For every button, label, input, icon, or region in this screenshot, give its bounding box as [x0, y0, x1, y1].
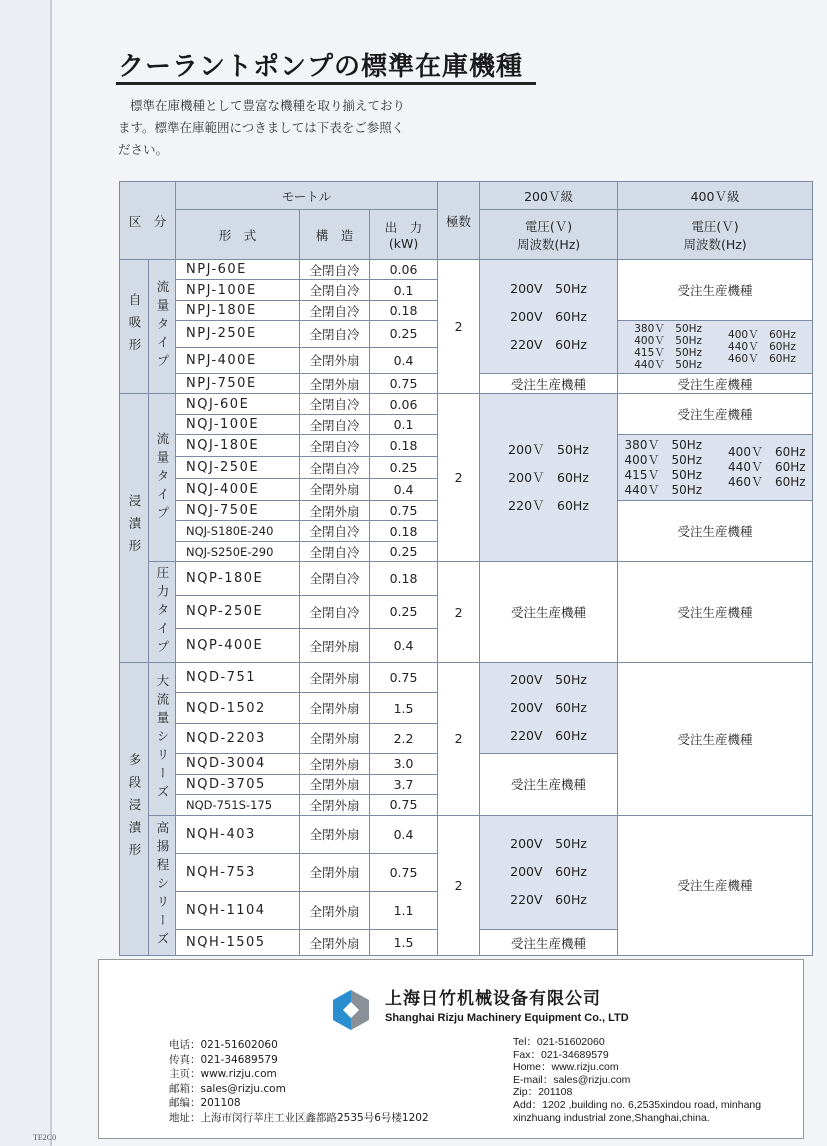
header-structure: 構 造	[300, 210, 370, 260]
page-code: TE2C0	[33, 1133, 57, 1142]
table-row	[120, 662, 813, 692]
voltage-line: 415Ｖ 50Hz	[624, 467, 703, 482]
structure-cell: 全閉外扇	[300, 795, 370, 815]
output-cell: 0.25	[370, 541, 438, 561]
v400-cell	[618, 435, 813, 501]
voltage-line: 440Ｖ 60Hz	[728, 341, 796, 354]
voltage-line: 460Ｖ 60Hz	[728, 474, 806, 489]
v200-cell	[480, 394, 618, 562]
voltage-line: 200V 50Hz	[510, 672, 587, 687]
binding-line	[50, 0, 52, 1146]
structure-cell: 全閉自冷	[300, 541, 370, 561]
table-row	[120, 260, 813, 280]
header-model: 形 式	[176, 210, 300, 260]
voltage-line: 415Ｖ 50Hz	[634, 347, 703, 360]
company-name-en: Shanghai Rizju Machinery Equipment Co., LTD	[385, 1012, 629, 1024]
voltage-line: 200Ｖ 60Hz	[508, 469, 589, 485]
model-cell: NQJ-400E	[176, 479, 300, 501]
v400-made-to-order: 受注生産機種	[618, 500, 813, 561]
output-cell: 0.1	[370, 280, 438, 300]
output-cell: 0.25	[370, 595, 438, 629]
structure-cell: 全閉外扇	[300, 479, 370, 501]
v200-cell	[480, 260, 618, 374]
header-output-label: 出 力	[384, 220, 423, 235]
v400-made-to-order: 受注生産機種	[618, 260, 813, 321]
model-cell: NQH-1505	[176, 930, 300, 956]
voltage-line: 440Ｖ 60Hz	[728, 459, 806, 474]
structure-cell: 全閉自冷	[300, 521, 370, 541]
cn-fax: 传真：021-34689579	[169, 1053, 278, 1066]
structure-cell: 全閉外扇	[300, 723, 370, 753]
structure-cell: 全閉外扇	[300, 754, 370, 774]
structure-cell: 全閉自冷	[300, 457, 370, 479]
voltage-line: 200V 50Hz	[510, 836, 587, 852]
category-immersion: 浸漬形	[120, 394, 149, 662]
output-cell: 3.0	[370, 754, 438, 774]
table-row	[120, 394, 813, 414]
intro-text	[118, 95, 448, 161]
contact-cn	[169, 1038, 429, 1125]
output-cell: 0.75	[370, 500, 438, 520]
header-400v: 400Ｖ級	[618, 182, 813, 210]
model-cell: NPJ-250E	[176, 321, 300, 347]
cn-tel: 电话：021-51602060	[169, 1039, 278, 1051]
structure-cell: 全閉自冷	[300, 394, 370, 414]
v400-made-to-order: 受注生産機種	[618, 562, 813, 663]
v200-made-to-order: 受注生産機種	[480, 562, 618, 663]
model-cell: NQH-753	[176, 853, 300, 891]
header-voltage-label: 電圧(Ｖ)	[691, 218, 739, 234]
company-logo-icon	[331, 988, 371, 1032]
v200-made-to-order: 受注生産機種	[480, 374, 618, 394]
voltage-line: 220Ｖ 60Hz	[508, 497, 589, 513]
structure-cell: 全閉外扇	[300, 629, 370, 663]
intro-line-3: ださい。	[118, 142, 169, 157]
output-cell: 0.4	[370, 629, 438, 663]
v200-made-to-order: 受注生産機種	[480, 754, 618, 815]
business-card	[98, 959, 804, 1139]
header-frequency-label: 周波数(Hz)	[516, 236, 581, 252]
voltage-line: 440Ｖ 50Hz	[634, 359, 703, 372]
structure-cell: 全閉自冷	[300, 260, 370, 280]
poles-cell: 2	[438, 662, 480, 815]
voltage-line: 400Ｖ 50Hz	[624, 452, 703, 467]
en-address-2: xinzhuang industrial zone,Shanghai,china.	[513, 1111, 710, 1124]
header-voltage-label: 電圧(Ｖ)	[524, 218, 573, 234]
header-motor: モートル	[176, 182, 438, 210]
output-cell: 1.5	[370, 693, 438, 723]
v400-made-to-order: 受注生産機種	[618, 394, 813, 435]
output-cell: 0.4	[370, 815, 438, 853]
intro-line-1: 標準在庫機種として豊富な機種を取り揃えており	[130, 98, 406, 113]
contact-en	[513, 1036, 761, 1124]
model-cell: NPJ-180E	[176, 300, 300, 320]
structure-cell: 全閉外扇	[300, 853, 370, 891]
cn-email: 邮箱：sales@rizju.com	[169, 1082, 286, 1095]
model-cell: NQJ-S180E-240	[176, 521, 300, 541]
header-frequency-label: 周波数(Hz)	[683, 236, 747, 252]
intro-line-2: ます。標準在庫範囲につきましては下表をご参照く	[118, 120, 405, 135]
v400-made-to-order: 受注生産機種	[618, 662, 813, 815]
output-cell: 0.18	[370, 435, 438, 457]
model-cell: NQP-400E	[176, 629, 300, 663]
cn-zip: 邮编：201108	[169, 1097, 241, 1109]
sub-large-flow-series: 大流量シリーズ	[149, 662, 176, 815]
structure-cell: 全閉外扇	[300, 891, 370, 929]
structure-cell: 全閉自冷	[300, 595, 370, 629]
voltage-line: 380Ｖ 50Hz	[634, 323, 703, 336]
poles-cell: 2	[438, 562, 480, 663]
model-cell: NQJ-100E	[176, 414, 300, 434]
structure-cell: 全閉外扇	[300, 374, 370, 394]
header-200v: 200Ｖ級	[480, 182, 618, 210]
v400-made-to-order: 受注生産機種	[618, 374, 813, 394]
cn-home: 主页：www.rizju.com	[169, 1068, 277, 1080]
header-200v-voltage	[480, 210, 618, 260]
voltage-line: 200V 50Hz	[510, 280, 587, 296]
output-cell: 1.5	[370, 930, 438, 956]
model-cell: NQD-3004	[176, 754, 300, 774]
sub-pressure-type: 圧力タイプ	[149, 562, 176, 663]
voltage-line: 400Ｖ 60Hz	[728, 329, 796, 342]
table-row	[120, 815, 813, 853]
output-cell: 2.2	[370, 723, 438, 753]
header-output	[370, 210, 438, 260]
binding-margin	[0, 0, 50, 1146]
voltage-line: 380Ｖ 50Hz	[624, 437, 703, 452]
voltage-line: 220V 60Hz	[510, 728, 587, 743]
en-tel: Tel：021-51602060	[513, 1036, 605, 1048]
structure-cell: 全閉自冷	[300, 435, 370, 457]
model-cell: NQD-2203	[176, 723, 300, 753]
structure-cell: 全閉自冷	[300, 280, 370, 300]
voltage-line: 220V 60Hz	[510, 892, 587, 908]
structure-cell: 全閉自冷	[300, 414, 370, 434]
header-400v-voltage	[618, 210, 813, 260]
output-cell: 1.1	[370, 891, 438, 929]
stock-model-table	[119, 181, 813, 956]
structure-cell: 全閉外扇	[300, 930, 370, 956]
poles-cell: 2	[438, 260, 480, 394]
structure-cell: 全閉自冷	[300, 321, 370, 347]
en-fax: Fax：021-34689579	[513, 1048, 609, 1061]
header-poles: 極数	[438, 182, 480, 260]
model-cell: NQD-751S-175	[176, 795, 300, 815]
structure-cell: 全閉外扇	[300, 347, 370, 373]
voltage-line: 400Ｖ 50Hz	[634, 335, 703, 348]
v400-cell	[618, 321, 813, 374]
v400-made-to-order: 受注生産機種	[618, 815, 813, 955]
company-name-cn: 上海日竹机械设备有限公司	[385, 989, 601, 1009]
structure-cell: 全閉外扇	[300, 774, 370, 794]
model-cell: NQP-180E	[176, 562, 300, 596]
v200-cell	[480, 815, 618, 930]
sub-flow-type: 流量タイプ	[149, 260, 176, 394]
header-output-unit: (kW)	[388, 236, 419, 251]
output-cell: 0.18	[370, 300, 438, 320]
output-cell: 0.18	[370, 521, 438, 541]
table-row	[120, 562, 813, 596]
output-cell: 0.75	[370, 853, 438, 891]
output-cell: 0.06	[370, 260, 438, 280]
model-cell: NQH-1104	[176, 891, 300, 929]
cn-address: 地址：上海市闵行莘庄工业区鑫都路2535号6号楼1202	[169, 1111, 429, 1124]
structure-cell: 全閉外扇	[300, 693, 370, 723]
model-cell: NQP-250E	[176, 595, 300, 629]
model-cell: NPJ-100E	[176, 280, 300, 300]
voltage-line: 460Ｖ 60Hz	[728, 353, 796, 366]
model-cell: NQJ-750E	[176, 500, 300, 520]
model-cell: NPJ-400E	[176, 347, 300, 373]
voltage-line: 200V 60Hz	[510, 700, 587, 715]
voltage-line: 440Ｖ 50Hz	[624, 482, 703, 497]
title-underline	[116, 82, 536, 85]
model-cell: NQJ-60E	[176, 394, 300, 414]
model-cell: NQD-751	[176, 662, 300, 692]
model-cell: NQJ-250E	[176, 457, 300, 479]
structure-cell: 全閉外扇	[300, 500, 370, 520]
output-cell: 0.4	[370, 347, 438, 373]
model-cell: NPJ-750E	[176, 374, 300, 394]
poles-cell: 2	[438, 815, 480, 955]
model-cell: NQJ-S250E-290	[176, 541, 300, 561]
model-cell: NQJ-180E	[176, 435, 300, 457]
sub-high-head-series: 高揚程シリーズ	[149, 815, 176, 955]
en-home: Home：www.rizju.com	[513, 1061, 619, 1074]
en-address-1: Add：1202 ,building no. 6,2535xindou road, minhang	[513, 1098, 762, 1111]
output-cell: 0.75	[370, 662, 438, 692]
output-cell: 0.06	[370, 394, 438, 414]
en-zip: Zip：201108	[513, 1086, 573, 1099]
output-cell: 0.75	[370, 795, 438, 815]
output-cell: 0.25	[370, 457, 438, 479]
structure-cell: 全閉自冷	[300, 562, 370, 596]
output-cell: 0.4	[370, 479, 438, 501]
poles-cell: 2	[438, 394, 480, 562]
category-self-priming: 自吸形	[120, 260, 149, 394]
structure-cell: 全閉外扇	[300, 662, 370, 692]
en-email: E-mail：sales@rizju.com	[513, 1073, 631, 1086]
model-cell: NPJ-60E	[176, 260, 300, 280]
category-multistage: 多段浸漬形	[120, 662, 149, 955]
structure-cell: 全閉外扇	[300, 815, 370, 853]
model-cell: NQH-403	[176, 815, 300, 853]
voltage-line: 200V 60Hz	[510, 864, 587, 880]
output-cell: 0.1	[370, 414, 438, 434]
header-category: 区 分	[120, 182, 176, 260]
model-cell: NQD-1502	[176, 693, 300, 723]
output-cell: 0.18	[370, 562, 438, 596]
output-cell: 3.7	[370, 774, 438, 794]
v200-made-to-order: 受注生産機種	[480, 930, 618, 956]
output-cell: 0.25	[370, 321, 438, 347]
voltage-line: 400Ｖ 60Hz	[728, 444, 806, 459]
voltage-line: 200Ｖ 50Hz	[508, 441, 589, 457]
voltage-line: 220V 60Hz	[510, 336, 587, 352]
structure-cell: 全閉自冷	[300, 300, 370, 320]
v200-cell	[480, 662, 618, 753]
page-title: クーラントポンプの標準在庫機種	[118, 52, 524, 82]
model-cell: NQD-3705	[176, 774, 300, 794]
output-cell: 0.75	[370, 374, 438, 394]
sub-flow-type: 流量タイプ	[149, 394, 176, 562]
voltage-line: 200V 60Hz	[510, 308, 587, 324]
